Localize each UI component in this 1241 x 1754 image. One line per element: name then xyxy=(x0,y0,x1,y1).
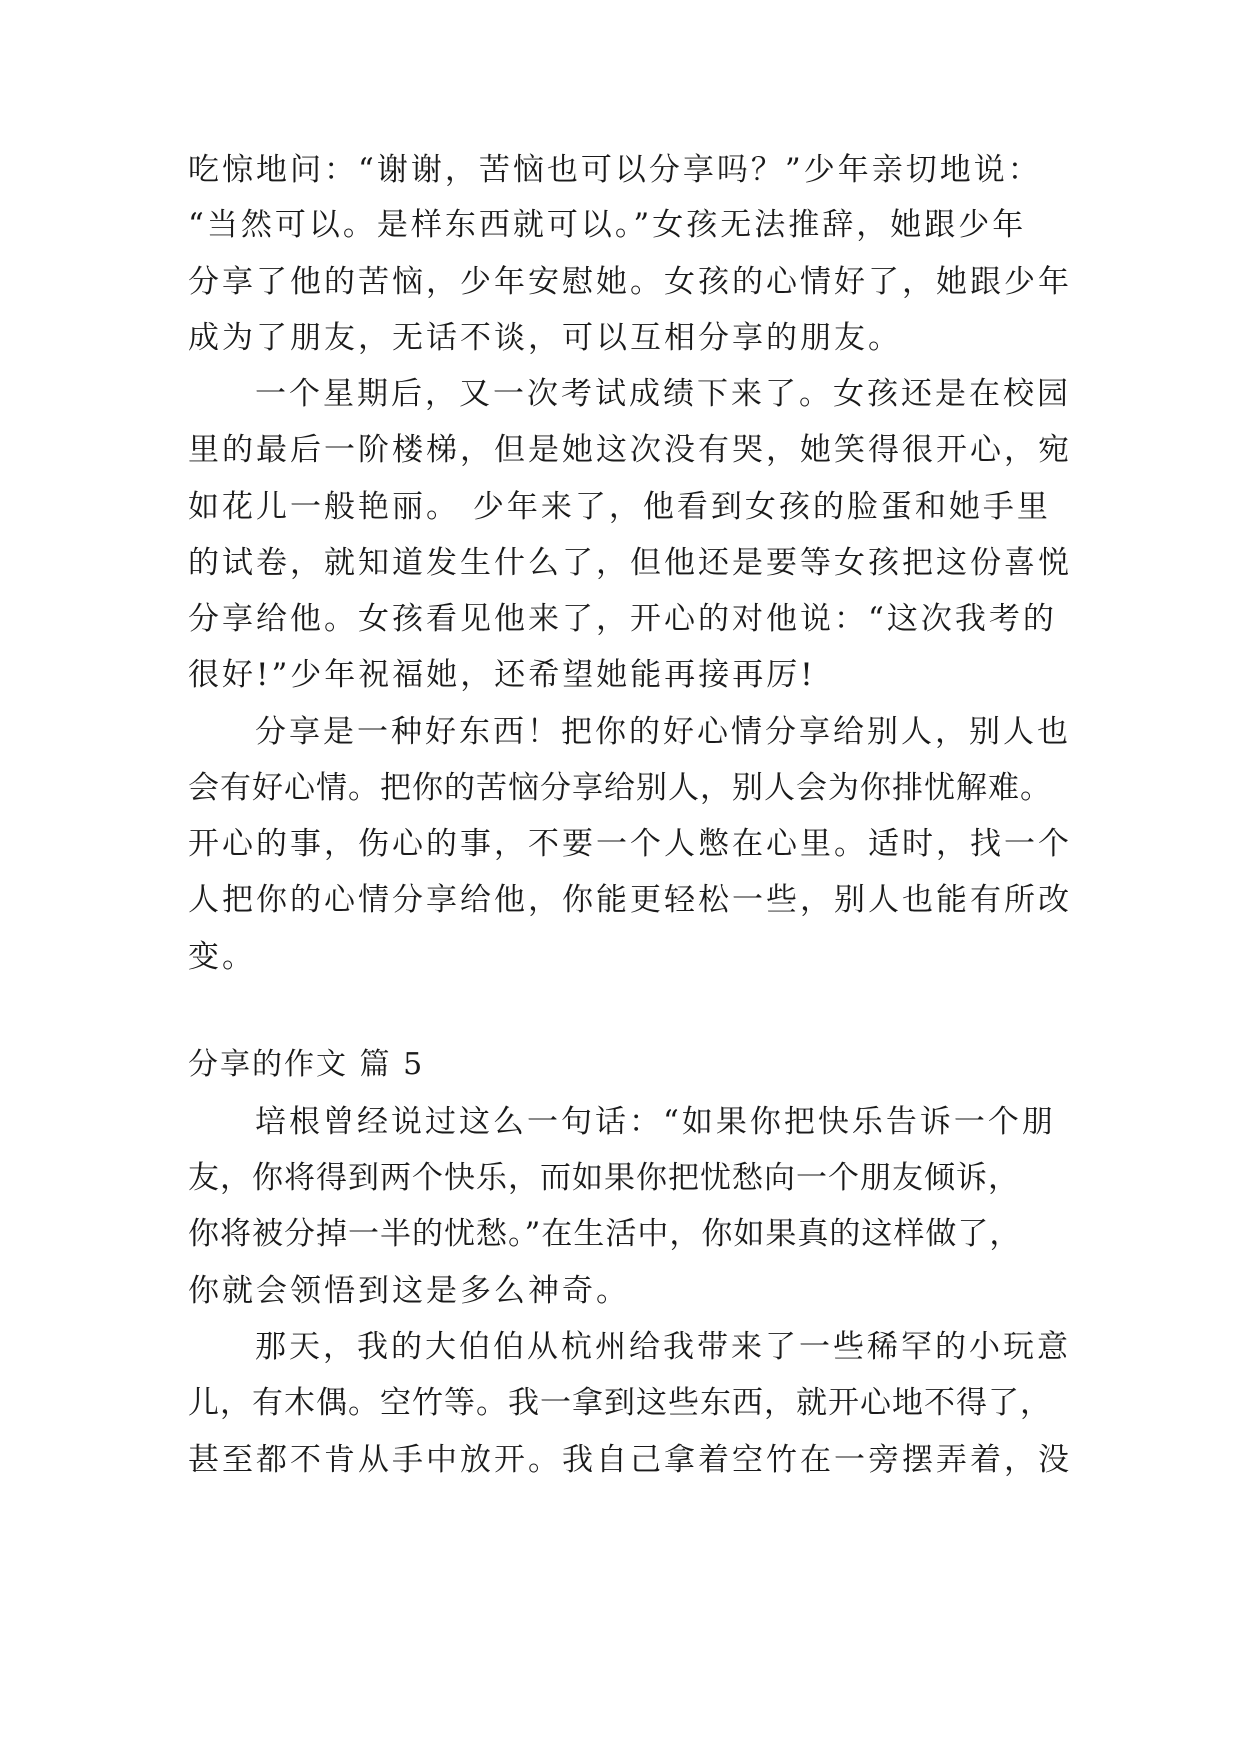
text-line: 成为了朋友，无话不谈，可以互相分享的朋友。 xyxy=(188,320,902,356)
paragraph-first-line: 分享是一种好东西！把你的好心情分享给别人，别人也 xyxy=(255,714,1071,750)
text-line: 里的最后一阶楼梯，但是她这次没有哭，她笑得很开心，宛 xyxy=(188,432,1072,468)
text-line: 开心的事，伤心的事，不要一个人憋在心里。适时，找一个 xyxy=(188,826,1072,862)
text-line: 吃惊地问：“谢谢，苦恼也可以分享吗？”少年亲切地说： xyxy=(188,152,1042,188)
text-line: 分享给他。女孩看见他来了，开心的对他说：“这次我考的 xyxy=(188,601,1057,637)
text-line: 你将被分掉一半的忧愁。”在生活中，你如果真的这样做了， xyxy=(188,1216,1022,1252)
paragraph-first-line: 培根曾经说过这么一句话：“如果你把快乐告诉一个朋 xyxy=(255,1104,1056,1140)
text-line: 友，你将得到两个快乐，而如果你把忧愁向一个朋友倾诉， xyxy=(188,1160,1020,1196)
text-line: 变。 xyxy=(188,939,256,975)
section-heading: 分享的作文 篇 5 xyxy=(188,1047,425,1082)
text-line: 的试卷，就知道发生什么了，但他还是要等女孩把这份喜悦 xyxy=(188,545,1072,581)
text-line: 儿，有木偶。空竹等。我一拿到这些东西，就开心地不得了， xyxy=(188,1385,1052,1421)
paragraph-first-line: 一个星期后，又一次考试成绩下来了。女孩还是在校园 xyxy=(255,376,1071,412)
text-line: 会有好心情。把你的苦恼分享给别人，别人会为你排忧解难。 xyxy=(188,770,1052,806)
text-line: 如花儿一般艳丽。 少年来了，他看到女孩的脸蛋和她手里 xyxy=(188,489,1051,525)
text-line: 人把你的心情分享给他，你能更轻松一些，别人也能有所改 xyxy=(188,882,1072,918)
text-line: 甚至都不肯从手中放开。我自己拿着空竹在一旁摆弄着，没 xyxy=(188,1442,1072,1478)
text-line: 你就会领悟到这是多么神奇。 xyxy=(188,1273,630,1309)
text-line: “当然可以。是样东西就可以。”女孩无法推辞，她跟少年 xyxy=(188,207,1027,243)
text-line: 很好!”少年祝福她，还希望她能再接再厉! xyxy=(188,657,816,693)
text-line: 分享了他的苦恼，少年安慰她。女孩的心情好了，她跟少年 xyxy=(188,264,1072,300)
paragraph-first-line: 那天，我的大伯伯从杭州给我带来了一些稀罕的小玩意 xyxy=(255,1329,1071,1365)
